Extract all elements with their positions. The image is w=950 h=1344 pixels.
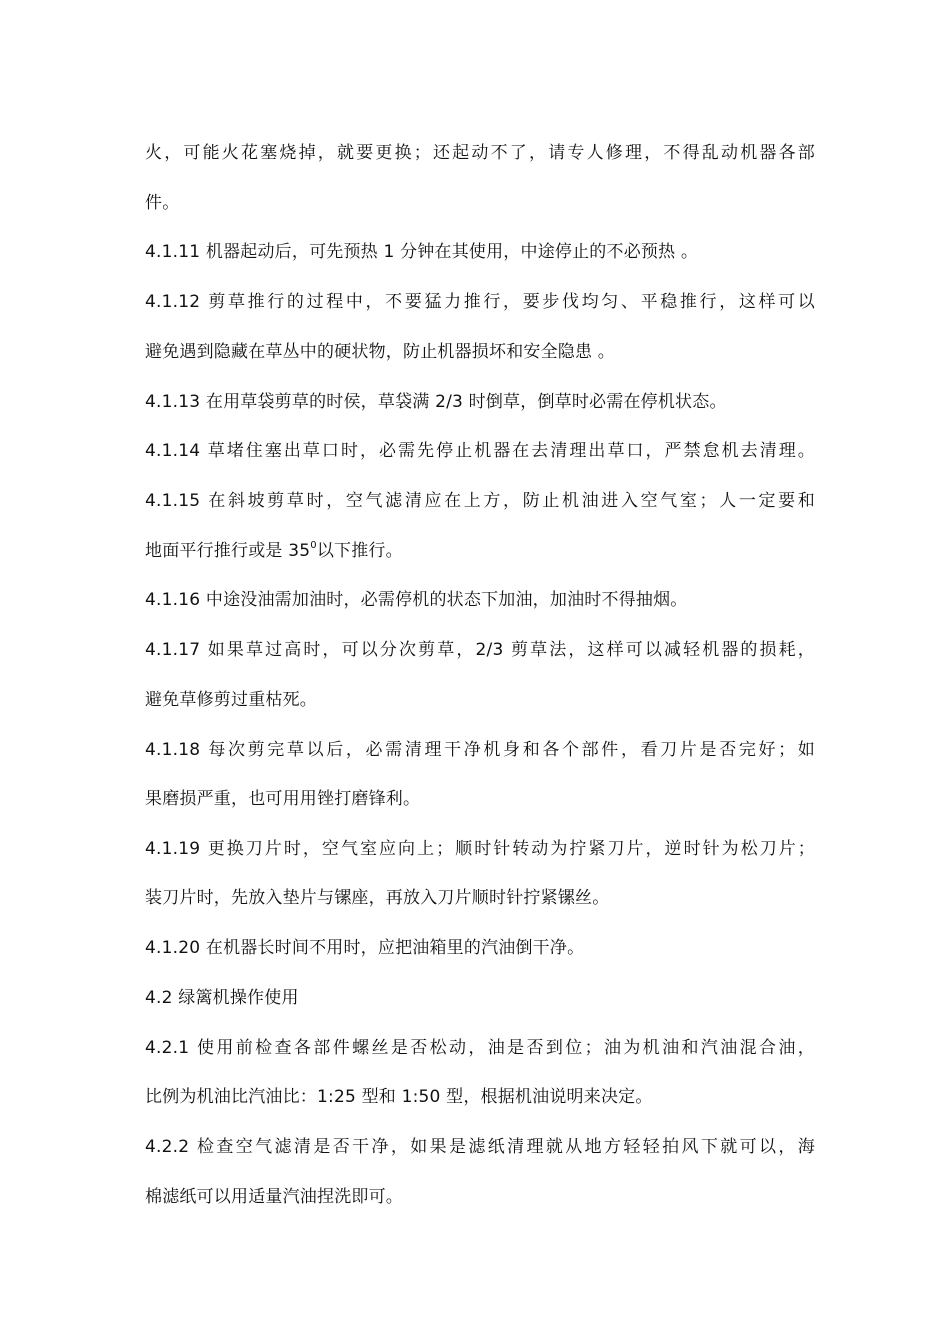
paragraph-line: 4.1.13 在用草袋剪草的时侯，草袋满 2/3 时倒草，倒草时必需在停机状态。 <box>145 392 727 412</box>
paragraph-line: 避免草修剪过重枯死。 <box>145 690 317 710</box>
paragraph-line: 装刀片时，先放入垫片与镙座，再放入刀片顺时针拧紧镙丝。 <box>145 888 610 908</box>
line-text: 地面平行推行或是 35 <box>145 541 311 561</box>
paragraph-line: 4.1.12 剪草推行的过程中，不要猛力推行，要步伐均匀、平稳推行，这样可以 <box>145 292 815 312</box>
degree-superscript: 0 <box>310 540 317 551</box>
paragraph-line: 件。 <box>145 193 180 213</box>
paragraph-line: 比例为机油比汽油比：1:25 型和 1:50 型，根据机油说明来决定。 <box>145 1087 653 1107</box>
paragraph-line: 4.1.15 在斜坡剪草时，空气滤清应在上方，防止机油进入空气室；人一定要和 <box>145 491 815 511</box>
paragraph-line: 4.1.14 草堵住塞出草口时，必需先停止机器在去清理出草口，严禁怠机去清理。 <box>145 441 815 461</box>
paragraph-line: 果磨损严重，也可用用锉打磨锋利。 <box>145 789 421 809</box>
section-heading: 4.2 绿篱机操作使用 <box>145 988 299 1008</box>
line-text: 以下推行。 <box>316 541 403 561</box>
paragraph-line: 棉滤纸可以用适量汽油捏洗即可。 <box>145 1187 403 1207</box>
paragraph-line: 4.1.11 机器起动后，可先预热 1 分钟在其使用，中途停止的不必预热 。 <box>145 242 699 262</box>
paragraph-line: 火，可能火花塞烧掉，就要更换；还起动不了，请专人修理，不得乱动机器各部 <box>145 143 815 163</box>
paragraph-line <box>145 539 815 563</box>
paragraph-line: 4.1.20 在机器长时间不用时，应把油箱里的汽油倒干净。 <box>145 938 585 958</box>
paragraph-line: 4.2.2 检查空气滤清是否干净，如果是滤纸清理就从地方轻轻拍风下就可以，海 <box>145 1137 815 1157</box>
paragraph-line: 4.1.19 更换刀片时，空气室应向上；顺时针转动为拧紧刀片，逆时针为松刀片； <box>145 839 815 859</box>
paragraph-line: 4.2.1 使用前检查各部件螺丝是否松动，油是否到位；油为机油和汽油混合油， <box>145 1038 815 1058</box>
paragraph-line: 避免遇到隐藏在草丛中的硬状物，防止机器损坏和安全隐患 。 <box>145 342 616 362</box>
paragraph-line: 4.1.17 如果草过高时，可以分次剪草，2/3 剪草法，这样可以减轻机器的损耗， <box>145 640 815 660</box>
paragraph-line: 4.1.16 中途没油需加油时，必需停机的状态下加油，加油时不得抽烟。 <box>145 590 688 610</box>
paragraph-line: 4.1.18 每次剪完草以后，必需清理干净机身和各个部件，看刀片是否完好；如 <box>145 740 815 760</box>
